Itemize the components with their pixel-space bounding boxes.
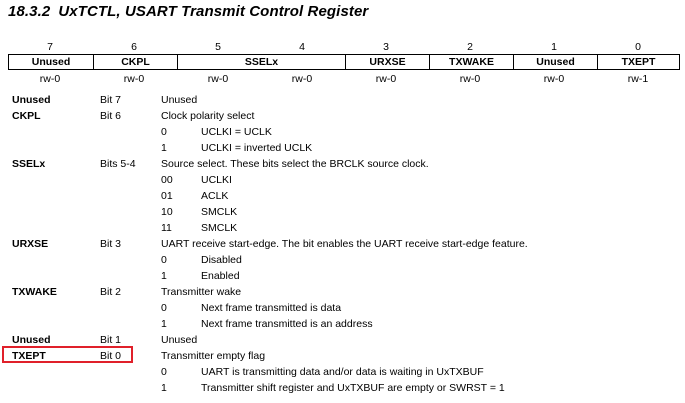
desc-value-row — [0, 316, 685, 332]
desc-value-row — [0, 204, 685, 220]
desc-row-unused-7 — [0, 92, 685, 108]
desc-bit-position: Bit 7 — [100, 94, 122, 106]
bit-number-4: 4 — [299, 41, 305, 53]
desc-value-text: UCLKI = UCLK — [201, 126, 272, 138]
bit-number-6: 6 — [131, 41, 137, 53]
txept-highlight-box — [2, 346, 133, 363]
desc-field-name: CKPL — [12, 110, 41, 122]
desc-value-text: Transmitter shift register and UxTXBUF are empty or SWRST = 1 — [201, 382, 505, 394]
desc-value: 00 — [161, 174, 173, 186]
bit-number-0: 0 — [635, 41, 641, 53]
desc-row-ckpl — [0, 108, 685, 124]
desc-text: UART receive start-edge. The bit enables the UART receive start-edge feature. — [161, 238, 528, 250]
desc-text: Clock polarity select — [161, 110, 255, 122]
desc-value-text: SMCLK — [201, 222, 238, 234]
bit-number-7: 7 — [47, 41, 53, 53]
desc-value-text: Enabled — [201, 270, 240, 282]
field-unused-7: Unused — [31, 56, 71, 68]
desc-value: 11 — [161, 222, 172, 234]
access-bit-4: rw-0 — [291, 73, 313, 85]
access-bit-1: rw-0 — [543, 73, 565, 85]
desc-value-text: UART is transmitting data and/or data is waiting in UxTXBUF — [201, 366, 484, 378]
desc-text: Unused — [161, 334, 198, 346]
desc-value-text: UCLKI — [201, 174, 232, 186]
field-urxse: URXSE — [345, 55, 429, 69]
bit-number-3: 3 — [383, 41, 389, 53]
field-ckpl: CKPL — [93, 55, 177, 69]
desc-value-text: Next frame transmitted is data — [201, 302, 342, 314]
desc-value: 0 — [161, 254, 167, 266]
desc-value-row — [0, 140, 685, 156]
desc-value-text: ACLK — [201, 190, 229, 202]
desc-value-row — [0, 124, 685, 140]
desc-value-row — [0, 268, 685, 284]
access-bit-2: rw-0 — [459, 73, 481, 85]
desc-bit-position: Bits 5-4 — [100, 158, 136, 170]
section-number: 18.3.2 — [8, 3, 51, 20]
desc-value-row — [0, 300, 685, 316]
desc-field-name: URXSE — [12, 238, 49, 250]
desc-value-row — [0, 172, 685, 188]
desc-bit-position: Bit 6 — [100, 110, 122, 122]
desc-field-name: TXEPT — [12, 350, 46, 362]
desc-value-row — [0, 364, 685, 380]
desc-field-name: Unused — [12, 334, 51, 346]
desc-value-row — [0, 188, 685, 204]
access-bit-0: rw-1 — [627, 73, 649, 85]
access-bit-3: rw-0 — [375, 73, 397, 85]
bit-number-5: 5 — [215, 41, 221, 53]
desc-value: 10 — [161, 206, 173, 218]
desc-bit-position: Bit 3 — [100, 238, 122, 250]
desc-text: Transmitter wake — [161, 286, 242, 298]
desc-text: Transmitter empty flag — [161, 350, 266, 362]
desc-value-row — [0, 220, 685, 236]
desc-bit-position: Bit 2 — [100, 286, 122, 298]
desc-value: 01 — [161, 190, 173, 202]
access-bit-7: rw-0 — [39, 73, 61, 85]
desc-value: 0 — [161, 302, 167, 314]
bit-number-2: 2 — [467, 41, 473, 53]
desc-value-text: Next frame transmitted is an address — [201, 318, 373, 330]
desc-value: 1 — [161, 382, 167, 394]
desc-value-text: UCLKI = inverted UCLK — [201, 142, 313, 154]
desc-row-urxse — [0, 236, 685, 252]
desc-value: 1 — [161, 270, 167, 282]
desc-value: 0 — [161, 366, 167, 378]
access-bit-5: rw-0 — [207, 73, 229, 85]
desc-bit-position: Bit 0 — [100, 350, 122, 362]
desc-bit-position: Bit 1 — [100, 334, 122, 346]
desc-field-name: Unused — [12, 94, 51, 106]
field-txwake: TXWAKE — [429, 55, 513, 69]
desc-value-row — [0, 252, 685, 268]
field-txept: TXEPT — [597, 55, 679, 69]
access-bit-6: rw-0 — [123, 73, 145, 85]
desc-value-row — [0, 380, 685, 396]
bit-number-1: 1 — [551, 41, 557, 53]
desc-value-text: SMCLK — [201, 206, 238, 218]
field-sselx: SSELx — [177, 55, 345, 69]
section-title-text: UxTCTL, USART Transmit Control Register — [58, 3, 369, 20]
desc-text: Source select. These bits select the BRCLK source clock. — [161, 158, 429, 170]
desc-text: Unused — [161, 94, 198, 106]
desc-value: 1 — [161, 318, 167, 330]
desc-value-text: Disabled — [201, 254, 242, 266]
desc-row-sselx — [0, 156, 685, 172]
desc-value: 0 — [161, 126, 167, 138]
desc-field-name: SSELx — [12, 158, 46, 170]
desc-value: 1 — [161, 142, 167, 154]
desc-row-txwake — [0, 284, 685, 300]
field-unused-1: Unused — [513, 55, 597, 69]
desc-field-name: TXWAKE — [12, 286, 57, 298]
